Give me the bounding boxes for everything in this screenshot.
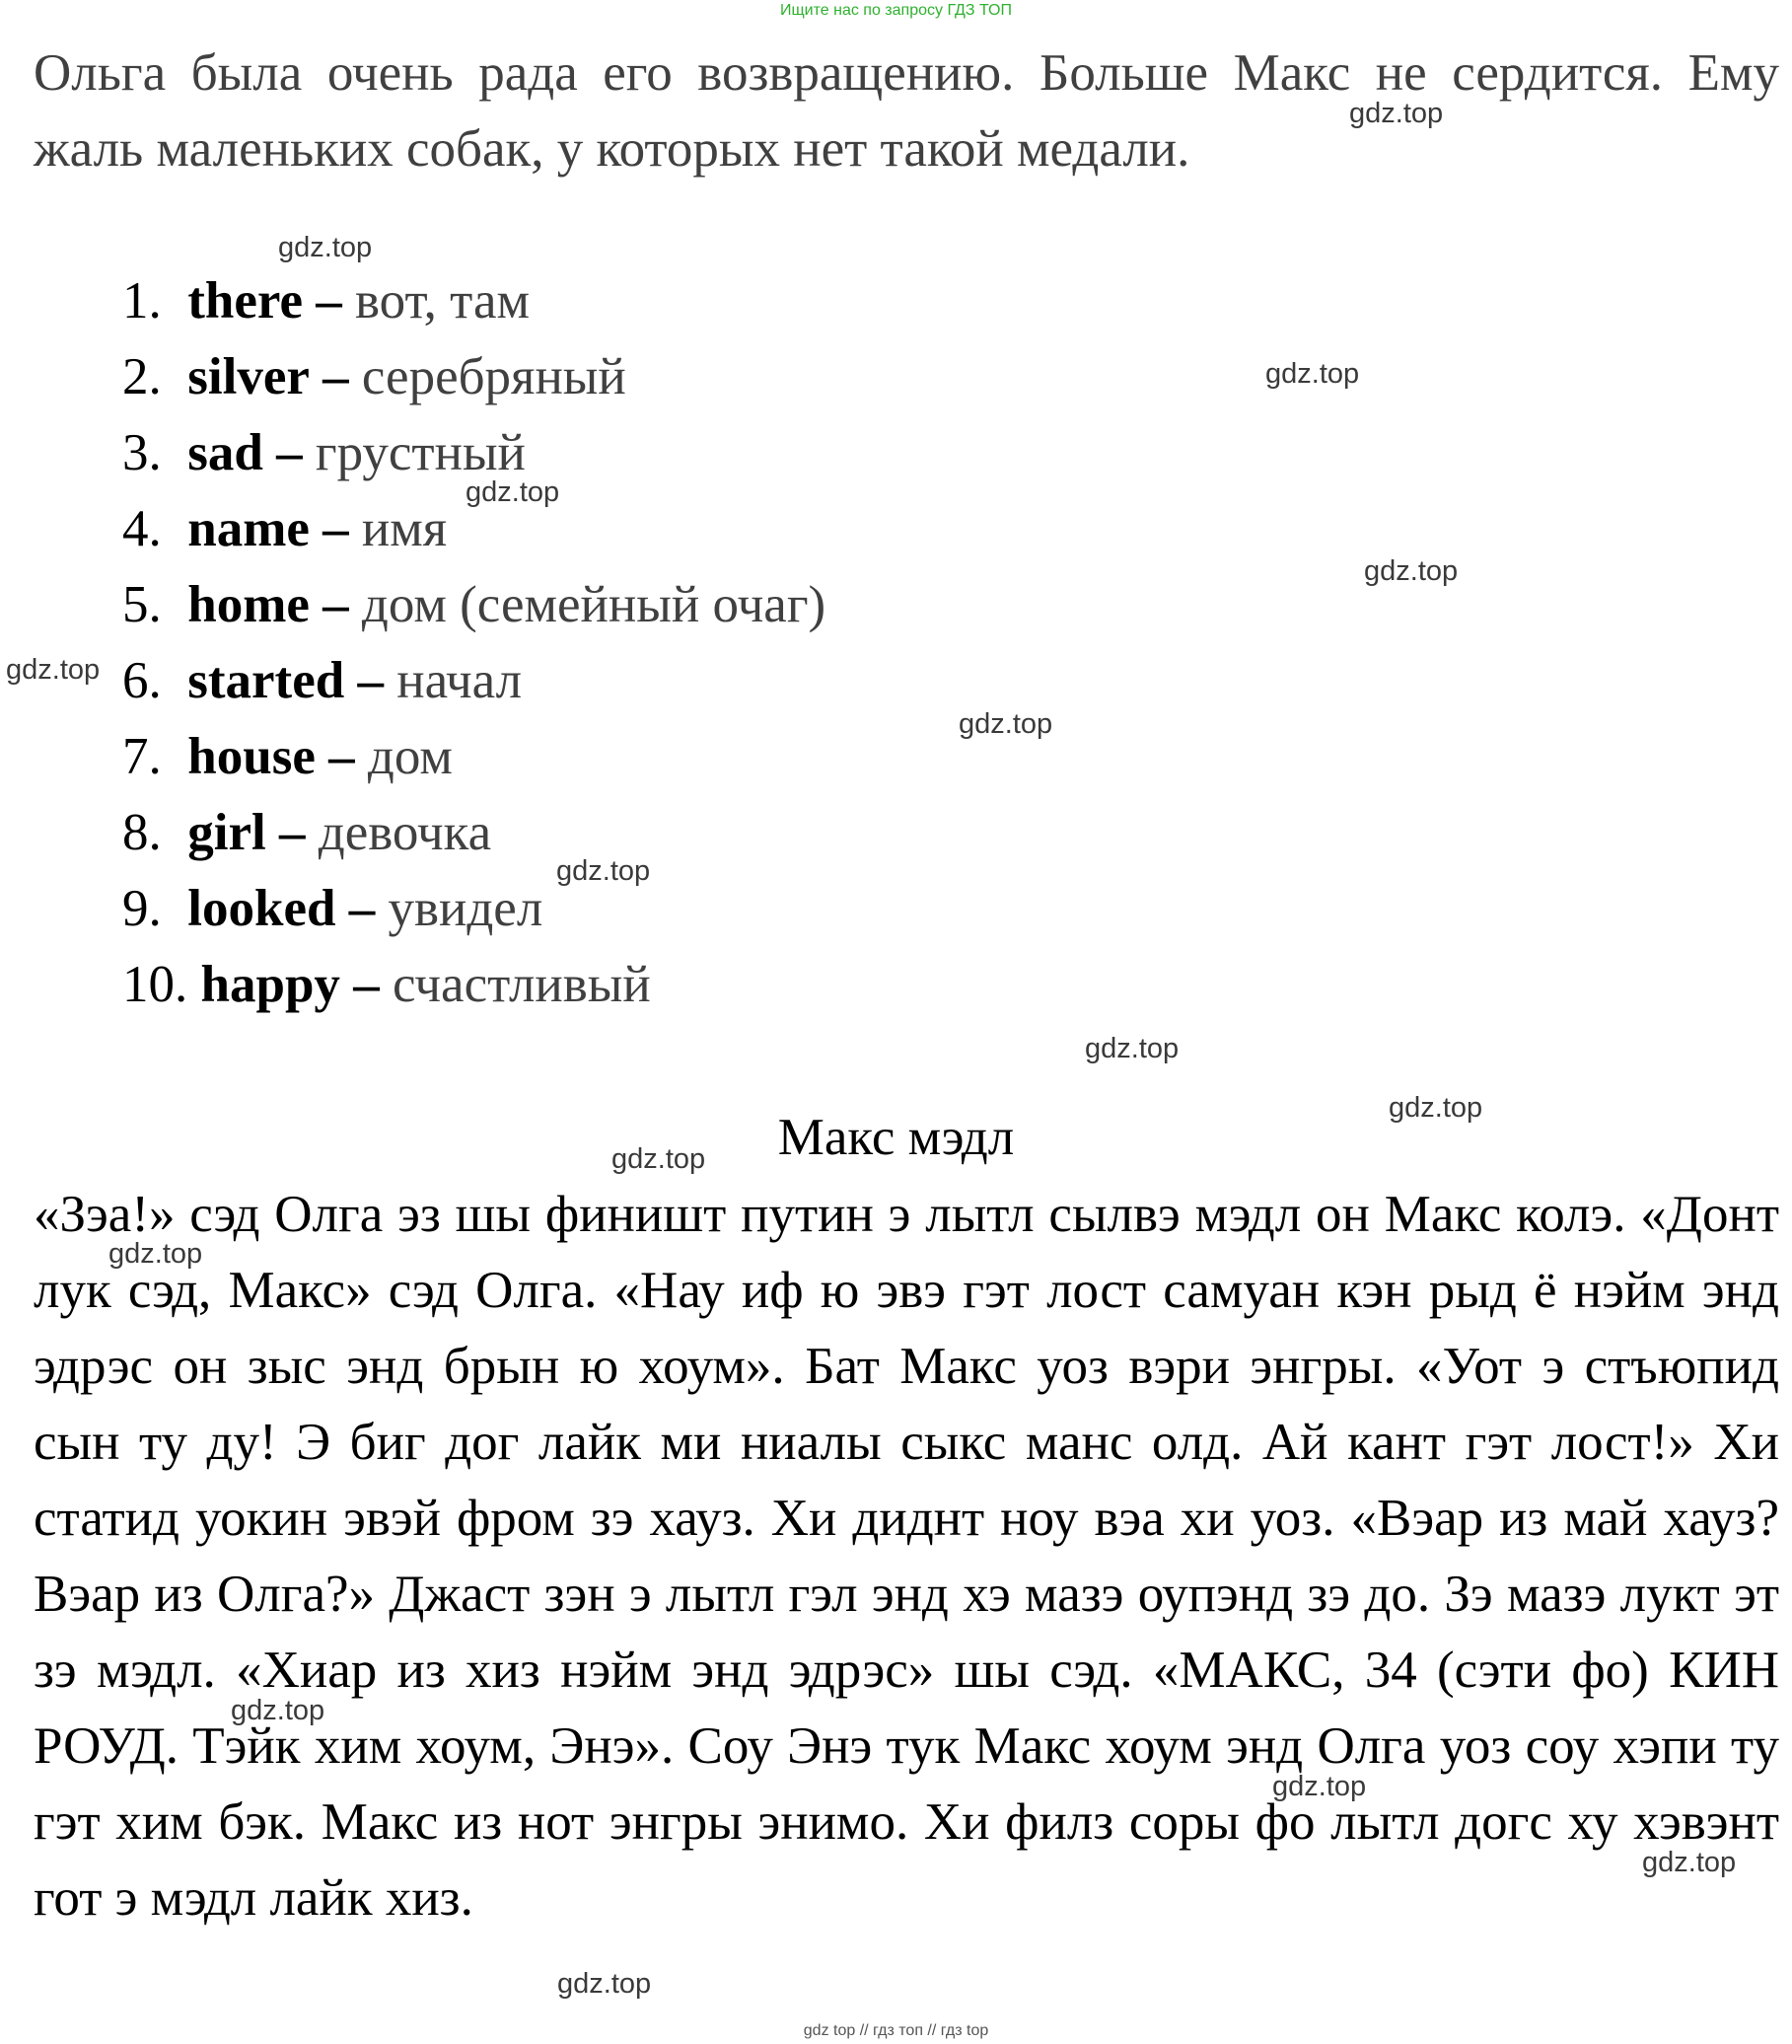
item-number: 2. <box>122 348 162 405</box>
watermark: gdz.top <box>959 708 1053 740</box>
translation: счастливый <box>392 956 651 1013</box>
english-word: house <box>187 728 316 785</box>
english-word: looked <box>187 880 336 937</box>
item-number: 8. <box>122 804 162 861</box>
item-number: 4. <box>122 500 162 557</box>
list-item <box>122 719 825 795</box>
translation: серебряный <box>361 348 626 405</box>
list-item <box>122 263 825 339</box>
translation: дом (семейный очаг) <box>361 576 826 633</box>
dash: – <box>323 500 349 557</box>
english-word: home <box>187 576 310 633</box>
list-item <box>122 643 825 719</box>
dash: – <box>278 804 306 861</box>
english-word: silver <box>187 348 310 405</box>
vocabulary-list <box>122 263 825 1023</box>
translation: увидел <box>388 880 543 937</box>
bottom-banner: gdz top // гдз топ // гдз top <box>803 2022 989 2039</box>
item-number: 7. <box>122 728 162 785</box>
english-word: girl <box>187 804 266 861</box>
story-paragraph: «Зэа!» сэд Олга эз шы финишт путин э лытл сылвэ мэдл он Макс колэ. «Донт лук сэд, Макс» сэд Олга. «Нау иф ю эвэ гэт лост самуан кэн рыд ё нэйм энд эдрэс он зыс энд брын ю хоум». Бат Макс уоз вэри энгры. «Уот э стъюпид сын ту ду! Э биг дог лайк ми ниалы сыкс манс олд. Ай кант гэт лост!» Хи статид уокин эвэй фром зэ хауз. Хи диднт ноу вэа хи уоз. «Вэар из май хауз? Вэар из Олга?» Джаст зэн э лытл гэл энд хэ мазэ оупэнд зэ до. Зэ мазэ лукт эт зэ мэдл. «Хиар из хиз нэйм энд эдрэс» шы сэд. «МАКС, 34 (сэти фо) КИН РОУД. Тэйк хим хоум, Энэ». Соу Энэ тук Макс хоум энд Олга уоз соу хэпи ту гэт хим бэк. Макс из нот энгры энимо. Хи филз соры фо лытл догс ху хэвэнт гот э мэдл лайк хиз. <box>34 1186 1779 1927</box>
intro-paragraph: Ольга была очень рада его возвращению. Больше Макс не сердится. Ему жаль маленьких собак, у которых нет такой медали. <box>34 44 1779 178</box>
english-word: sad <box>187 424 263 481</box>
watermark: gdz.top <box>611 1143 706 1175</box>
story-title: Макс мэдл <box>777 1109 1015 1166</box>
dash: – <box>323 348 349 405</box>
dash: – <box>357 652 384 709</box>
watermark: gdz.top <box>1364 555 1459 587</box>
list-item <box>122 947 825 1023</box>
list-item <box>122 567 825 643</box>
dash: – <box>353 956 380 1013</box>
english-word: there <box>187 272 303 329</box>
translation: девочка <box>318 804 492 861</box>
watermark: gdz.top <box>6 654 101 686</box>
translation: имя <box>361 500 448 557</box>
dash: – <box>323 576 349 633</box>
english-word: name <box>187 500 310 557</box>
translation: вот, там <box>355 272 531 329</box>
watermark: gdz.top <box>1272 1771 1367 1802</box>
watermark: gdz.top <box>1642 1847 1737 1878</box>
translation: дом <box>367 728 453 785</box>
dash: – <box>316 272 342 329</box>
english-word: happy <box>200 956 340 1013</box>
watermark: gdz.top <box>1349 98 1444 129</box>
item-number: 10. <box>122 956 188 1013</box>
translation: начал <box>396 652 523 709</box>
watermark: gdz.top <box>108 1238 203 1270</box>
watermark: gdz.top <box>466 476 560 508</box>
list-item <box>122 871 825 947</box>
item-number: 5. <box>122 576 162 633</box>
english-word: started <box>187 652 345 709</box>
translation: грустный <box>315 424 526 481</box>
watermark: gdz.top <box>278 232 373 263</box>
item-number: 9. <box>122 880 162 937</box>
dash: – <box>348 880 376 937</box>
watermark: gdz.top <box>1085 1033 1180 1064</box>
dash: – <box>276 424 303 481</box>
watermark: gdz.top <box>1389 1092 1483 1124</box>
dash: – <box>328 728 355 785</box>
list-item <box>122 339 825 415</box>
list-item <box>122 795 825 871</box>
item-number: 1. <box>122 272 162 329</box>
watermark: gdz.top <box>1265 358 1360 390</box>
watermark: gdz.top <box>231 1695 325 1726</box>
watermark: gdz.top <box>557 1968 652 2000</box>
item-number: 3. <box>122 424 162 481</box>
watermark: gdz.top <box>556 855 651 887</box>
top-banner: Ищите нас по запросу ГДЗ ТОП <box>780 2 1012 19</box>
item-number: 6. <box>122 652 162 709</box>
